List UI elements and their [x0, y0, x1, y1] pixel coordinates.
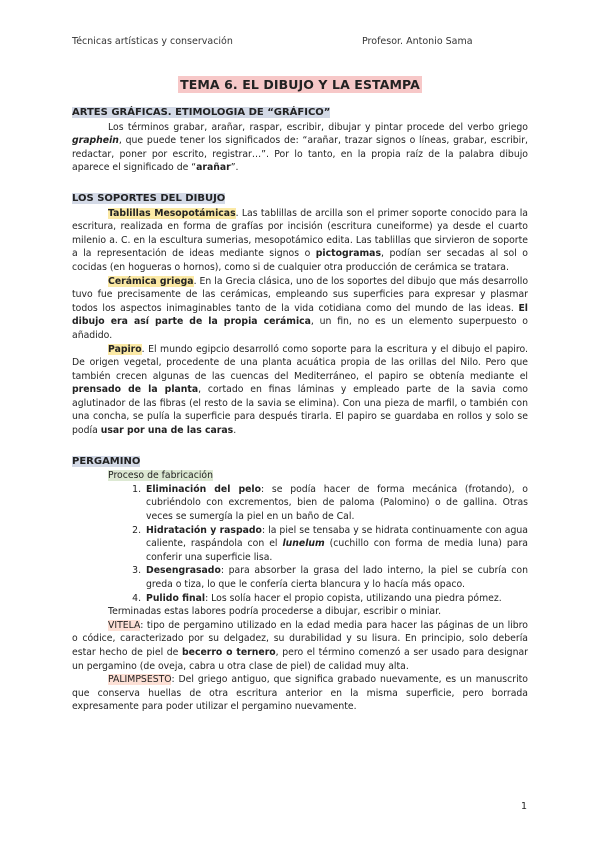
- text: , pero el término comenzó a ser usado para designar un pergamino (de oveja, cabra u otra clase de piel) de calidad muy alta.: [72, 646, 528, 672]
- highlight-term: PALIMPSESTO: [108, 674, 172, 686]
- highlight-term: Cerámica griega: [108, 275, 194, 287]
- bold-term: Pulido final: [146, 592, 206, 604]
- text: (cuchillo con forma de media luna) para conferir una superficie lisa.: [146, 538, 528, 563]
- bold-term: prensado de la planta: [72, 384, 199, 396]
- text: : tipo de pergamino utilizado en la edad media para hacer las páginas de un libro o códice, caracterizado por su delgadez, su durabilidad y su lisura. En principio, solo debería estar hecho de piel de: [72, 619, 528, 658]
- section-heading-pergamino: [72, 455, 528, 469]
- paragraph-palimpsesto: [72, 673, 528, 714]
- list-item: [144, 564, 528, 591]
- list-item: [144, 592, 528, 606]
- paragraph-after: Terminadas estas labores podría procederse a dibujar, escribir o miniar.: [108, 606, 442, 618]
- paragraph-etimologia: [72, 121, 528, 175]
- heading-text: LOS SOPORTES DEL DIBUJO: [72, 192, 226, 204]
- highlight-term: Tablillas Mesopotámicas: [108, 207, 236, 219]
- header-professor: Profesor. Antonio Sama: [362, 36, 473, 47]
- bold-term: usar por una de las caras: [100, 425, 234, 437]
- bold-term: El dibujo era así parte de la propia cerámica: [72, 302, 528, 328]
- text: : se podía hacer de forma mecánica (frotando), o cubriéndolo con excrementos, bien de paloma (Palomino) o de gallina. Otras veces se sumergía la piel en un baño de Cal.: [146, 483, 528, 523]
- text: : Del griego antiguo, que significa grabado nuevamente, es un manuscrito que conserva huellas de otra escritura anterior en la misma superficie, pero borrada expresamente para poder utilizar el pergamino nuevamente.: [72, 674, 528, 713]
- heading-text: ARTES GRÁFICAS. ETIMOLOGIA DE “GRÁFICO”: [72, 107, 331, 118]
- text: : para absorber la grasa del lado interno, la piel se cubría con greda o tiza, lo que le confería cierta blancura y lo hacía más opaco.: [146, 565, 528, 590]
- title-text: TEMA 6. EL DIBUJO Y LA ESTAMPA: [180, 77, 420, 92]
- bold-term: arañar: [196, 162, 231, 174]
- content: [72, 102, 528, 714]
- list-item: [144, 524, 528, 565]
- text: ”.: [230, 162, 239, 174]
- text: .: [233, 425, 237, 437]
- paragraph-ceramica: [72, 275, 528, 343]
- highlight-term: Papiro: [108, 343, 142, 355]
- section-heading-soportes: [72, 192, 528, 206]
- page-number: 1: [521, 801, 528, 812]
- text: , que puede tener los significados de: “arañar, trazar signos o líneas, grabar, escribir, redactar, poner por escrito, registrar…”. Por lo tanto, en la propia raíz de la palabra dibujo aparece el significado de “: [72, 135, 528, 174]
- text: , un fin, no es un elemento superpuesto o añadido.: [72, 316, 528, 341]
- subheading-text: Proceso de fabricación: [108, 470, 214, 482]
- text: . En la Grecia clásica, uno de los soportes del dibujo que más desarrollo tuvo fue precisamente de las cerámicas, empleando sus superficies para expresar y plasmar todos los aspectos inimaginables tanto de la vida cotidiana como del mundo de las ideas.: [72, 275, 529, 314]
- text: : la piel se tensaba y se hidrata continuamente con agua caliente, raspándola con el: [146, 524, 528, 550]
- heading-text: PERGAMINO: [72, 455, 141, 467]
- text: : Los solía hacer el propio copista, utilizando una piedra pómez.: [205, 592, 502, 604]
- bold-term: pictogramas: [315, 248, 381, 260]
- steps-list: [72, 483, 528, 605]
- bold-term: Hidratación y raspado: [146, 524, 262, 536]
- text: . Las tablillas de arcilla son el primer soporte conocido para la escritura, realizada en forma de grafías por incisión (escritura cuneiforme) ya desde el cuarto milenio a. C. en la escultura sumerias, mesopotámico edita. Las tablillas que sirvieron de soporte a la representación de ideas mediante signos o: [72, 207, 528, 260]
- paragraph-vitela: [72, 619, 528, 673]
- highlight-term: VITELA: [108, 619, 141, 631]
- text: . El mundo egipcio desarrolló como soporte para la escritura y el dibujo el papiro. De origen vegetal, procedente de una planta acuática propia de las orillas del Nilo. Pero que también crecen algunas de las cuencas del Mediterráneo, el papiro se obtenía mediante el: [72, 343, 528, 382]
- bold-term: Desengrasado: [146, 565, 221, 577]
- bold-term: graphein: [72, 135, 119, 147]
- section-heading-artes: [72, 106, 528, 120]
- paragraph-papiro: [72, 343, 528, 438]
- page-title: [0, 74, 600, 93]
- text: Los términos grabar, arañar, raspar, escribir, dibujar y pintar procede del verbo griego: [108, 121, 528, 133]
- list-item: [144, 483, 528, 524]
- text: , podían ser secadas al sol o cocidas (en hogueras o hornos), como si de cualquier otra producción de cerámica se tratara.: [72, 248, 528, 273]
- text: , cortado en finas láminas y empleado parte de la savia como aglutinador de las fibras (el resto de la savia se elimina). Con una pieza de marfil, o también con una concha, se pulía la superficie para después tirarla. El papiro se guardaba en rollos y solo se podía: [72, 384, 528, 437]
- header-course: Técnicas artísticas y conservación: [72, 36, 233, 47]
- paragraph-tablillas: [72, 207, 528, 275]
- bold-term: lunelum: [282, 538, 325, 550]
- subheading-proceso: [108, 469, 528, 483]
- bold-term: Eliminación del pelo: [146, 483, 261, 495]
- bold-term: becerro o ternero: [181, 646, 276, 658]
